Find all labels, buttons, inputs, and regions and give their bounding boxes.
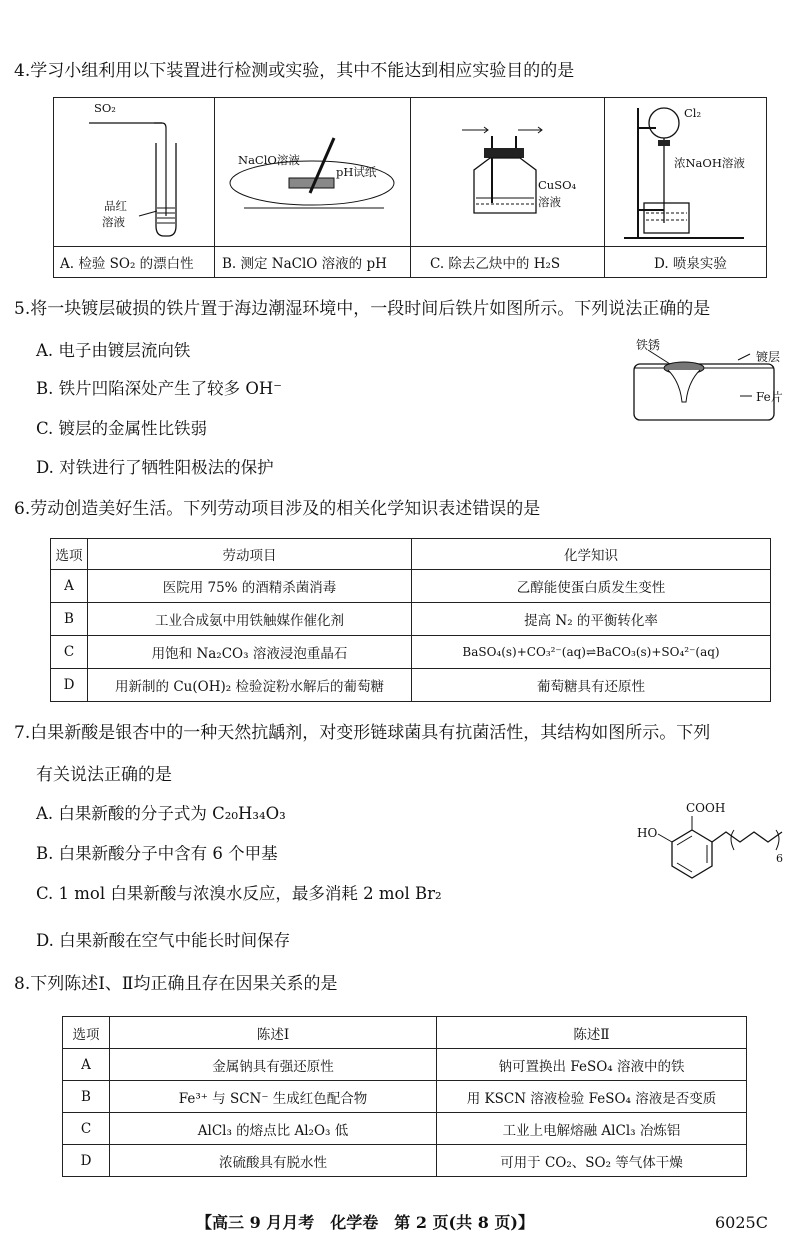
q6-header-labor: 劳动项目 xyxy=(88,539,412,570)
q8-row-d-statement2: 可用于 CO₂、SO₂ 等气体干燥 xyxy=(437,1145,747,1177)
q6-header-option: 选项 xyxy=(51,539,88,570)
q6-row-d-option: D xyxy=(51,669,88,702)
q8-row-a-option: A xyxy=(63,1049,110,1081)
q6-row-d-knowledge: 葡萄糖具有还原性 xyxy=(412,669,771,702)
q6-row-a-option: A xyxy=(51,570,88,603)
q5-option-c: C. 镀层的金属性比铁弱 xyxy=(36,419,208,438)
q8-row-b-statement1: Fe³⁺ 与 SCN⁻ 生成红色配合物 xyxy=(110,1081,437,1113)
cooh-label: COOH xyxy=(686,801,726,815)
q5-option-d: D. 对铁进行了牺牲阳极法的保护 xyxy=(36,458,274,477)
q6-header-knowledge: 化学知识 xyxy=(412,539,771,570)
fountain-experiment-diagram xyxy=(604,98,766,248)
q4-cell-d xyxy=(604,98,766,278)
q4-cell-b xyxy=(214,98,411,278)
q7-stem-line2: 有关说法正确的是 xyxy=(36,765,172,785)
q8-row-b-option: B xyxy=(63,1081,110,1113)
pinhong-sol-label: 溶液 xyxy=(102,215,125,229)
table-row xyxy=(63,1113,747,1145)
table-row xyxy=(51,669,771,702)
table-row xyxy=(51,570,771,603)
ph-paper-diagram xyxy=(214,98,410,248)
q4-caption-c: C. 除去乙炔中的 H₂S xyxy=(430,256,561,272)
q6-row-c-knowledge: BaSO₄(s)+CO₃²⁻(aq)⇌BaCO₃(s)+SO₄²⁻(aq) xyxy=(412,636,771,669)
cuso4-label: CuSO₄ xyxy=(538,178,577,192)
cuso4-sol-label: 溶液 xyxy=(538,195,561,209)
q8-row-c-statement2: 工业上电解熔融 AlCl₃ 冶炼铝 xyxy=(437,1113,747,1145)
q6-row-b-labor: 工业合成氨中用铁触媒作催化剂 xyxy=(88,603,412,636)
cl2-label: Cl₂ xyxy=(684,106,702,120)
q7-option-d: D. 白果新酸在空气中能长时间保存 xyxy=(36,931,291,950)
q6-row-b-option: B xyxy=(51,603,88,636)
q6-table xyxy=(50,538,771,702)
q8-row-b-statement2: 用 KSCN 溶液检验 FeSO₄ 溶液是否变质 xyxy=(437,1081,747,1113)
q5-option-b: B. 铁片凹陷深处产生了较多 OH⁻ xyxy=(36,379,282,398)
pinhong-label: 品红 xyxy=(104,199,127,213)
q8-row-d-statement1: 浓硫酸具有脱水性 xyxy=(110,1145,437,1177)
naoh-label: 浓NaOH溶液 xyxy=(674,156,745,170)
so2-label: SO₂ xyxy=(94,101,116,115)
q5-option-a: A. 电子由镀层流向铁 xyxy=(36,341,191,360)
so2-test-tube-diagram xyxy=(54,98,214,248)
ho-label: HO xyxy=(637,826,658,840)
q7-stem-line1: 7.白果新酸是银杏中的一种天然抗龋剂，对变形链球菌具有抗菌活性，其结构如图所示。下列 xyxy=(14,723,711,743)
rust-label: 铁锈 xyxy=(636,338,661,352)
q4-stem: 4.学习小组利用以下装置进行检测或实验，其中不能达到相应实验目的的是 xyxy=(14,61,575,81)
q5-stem: 5.将一块镀层破损的铁片置于海边潮湿环境中，一段时间后铁片如图所示。下列说法正确的是 xyxy=(14,299,711,319)
q4-caption-a: A. 检验 SO₂ 的漂白性 xyxy=(60,256,194,272)
q6-stem: 6.劳动创造美好生活。下列劳动项目涉及的相关化学知识表述错误的是 xyxy=(14,499,541,519)
table-row xyxy=(63,1145,747,1177)
table-row xyxy=(63,1081,747,1113)
q8-stem: 8.下列陈述Ⅰ、Ⅱ均正确且存在因果关系的是 xyxy=(14,974,338,994)
repeat-n-label: 6 xyxy=(776,852,783,865)
q8-row-c-option: C xyxy=(63,1113,110,1145)
q8-row-c-statement1: AlCl₃ 的熔点比 Al₂O₃ 低 xyxy=(110,1113,437,1145)
q8-row-a-statement2: 钠可置换出 FeSO₄ 溶液中的铁 xyxy=(437,1049,747,1081)
q4-apparatus-table xyxy=(53,97,767,278)
q8-header-statement1: 陈述Ⅰ xyxy=(110,1017,437,1049)
q6-row-c-option: C xyxy=(51,636,88,669)
table-row xyxy=(51,636,771,669)
q4-caption-b: B. 测定 NaClO 溶液的 pH xyxy=(222,256,387,272)
q7-option-b: B. 白果新酸分子中含有 6 个甲基 xyxy=(36,844,278,863)
q7-option-a: A. 白果新酸的分子式为 C₂₀H₃₄O₃ xyxy=(36,804,286,823)
q6-row-a-knowledge: 乙醇能使蛋白质发生变性 xyxy=(412,570,771,603)
table-row xyxy=(51,603,771,636)
q8-header-statement2: 陈述Ⅱ xyxy=(437,1017,747,1049)
q4-cell-c xyxy=(410,98,605,278)
q7-option-c: C. 1 mol 白果新酸与浓溴水反应，最多消耗 2 mol Br₂ xyxy=(36,884,442,903)
q8-table xyxy=(62,1016,747,1177)
gas-washing-bottle-diagram xyxy=(410,98,604,248)
q6-row-c-labor: 用饱和 Na₂CO₃ 溶液浸泡重晶石 xyxy=(88,636,412,669)
q8-header-option: 选项 xyxy=(63,1017,110,1049)
q4-cell-a xyxy=(54,98,215,278)
ph-paper-label: pH试纸 xyxy=(336,165,377,179)
coating-label: 镀层 xyxy=(756,350,781,364)
q8-row-d-option: D xyxy=(63,1145,110,1177)
q6-row-a-labor: 医院用 75% 的酒精杀菌消毒 xyxy=(88,570,412,603)
naclo-label: NaClO溶液 xyxy=(238,153,300,167)
page-footer: 【高三 9 月月考 化学卷 第 2 页(共 8 页)】 xyxy=(196,1213,534,1232)
q6-row-b-knowledge: 提高 N₂ 的平衡转化率 xyxy=(412,603,771,636)
paper-code: 6025C xyxy=(715,1213,768,1232)
fe-label: Fe片 xyxy=(756,390,783,404)
q4-caption-d: D. 喷泉实验 xyxy=(654,256,727,272)
q8-row-a-statement1: 金属钠具有强还原性 xyxy=(110,1049,437,1081)
q6-row-d-labor: 用新制的 Cu(OH)₂ 检验淀粉水解后的葡萄糖 xyxy=(88,669,412,702)
table-row xyxy=(63,1049,747,1081)
